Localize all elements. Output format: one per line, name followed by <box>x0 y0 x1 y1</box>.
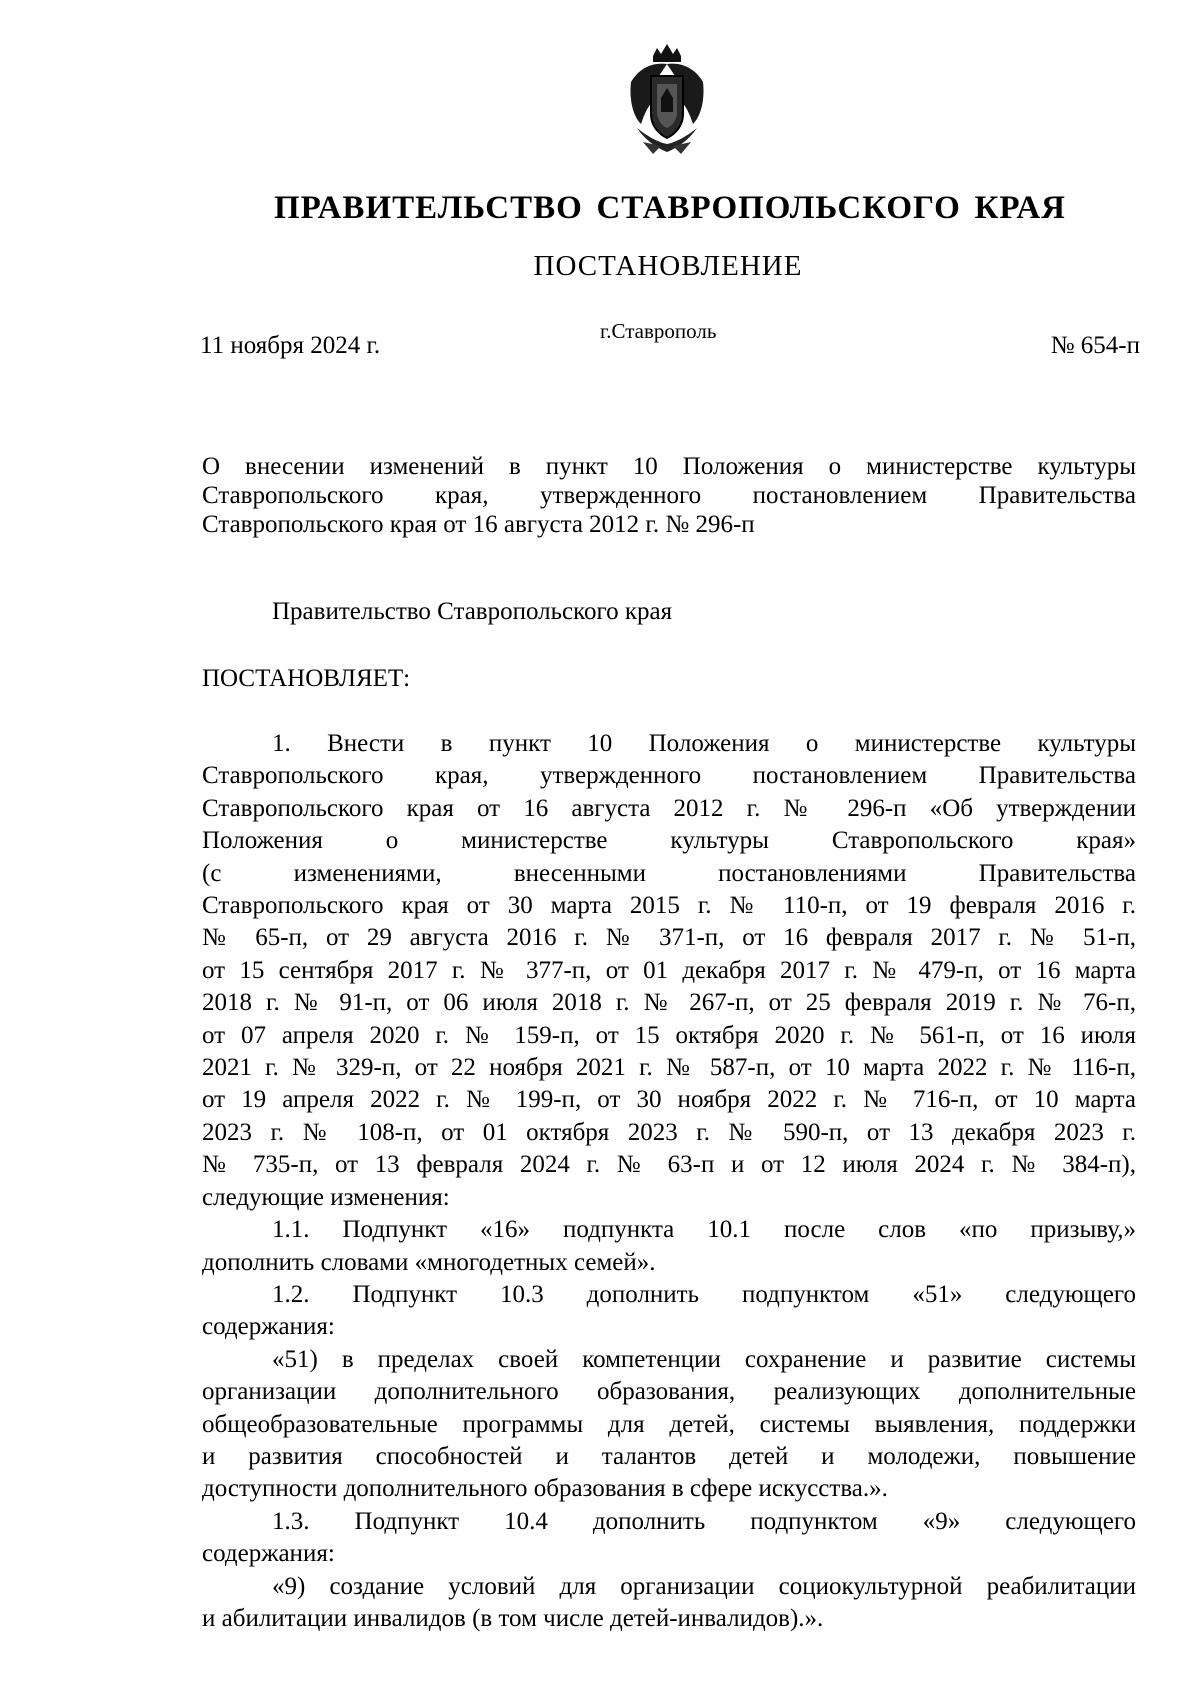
preamble: Правительство Ставропольского края <box>272 598 673 625</box>
item-1-3-quote <box>202 1571 1136 1636</box>
body-line: Ставропольского края от 30 марта 2015 г. № 110-п, от 19 февраля 2016 г. <box>202 892 1136 920</box>
document-subject <box>202 452 1136 539</box>
body-line: Положения о министерстве культуры Ставропольского края» <box>202 827 1136 855</box>
decree-word: ПОСТАНОВЛЯЕТ: <box>202 665 411 692</box>
body-line: и развития способностей и талантов детей и молодежи, повышение <box>202 1442 1136 1470</box>
body-line: от 07 апреля 2020 г. № 159-п, от 15 октября 2020 г. № 561-п, от 16 июля <box>202 1021 1136 1049</box>
body-line: Ставропольского края от 16 августа 2012 г. № 296-п «Об утверждении <box>202 794 1136 822</box>
document-type: ПОСТАНОВЛЕНИЕ <box>533 250 803 282</box>
item-1 <box>202 728 1136 1214</box>
body-line: Ставропольского края, утвержденного постановлением Правительства <box>202 762 1136 790</box>
body-line: общеобразовательные программы для детей, системы выявления, поддержки <box>202 1410 1136 1438</box>
body-line: и абилитации инвалидов (в том числе детей-инвалидов).». <box>202 1604 824 1632</box>
document-city: г.Ставрополь <box>600 319 717 343</box>
body-line: № 735-п, от 13 февраля 2024 г. № 63-п и от 12 июля 2024 г. № 384-п), <box>202 1151 1136 1179</box>
body-line: 2021 г. № 329-п, от 22 ноября 2021 г. № 587-п, от 10 марта 2022 г. № 116-п, <box>202 1054 1136 1082</box>
body-line: 2018 г. № 91-п, от 06 июля 2018 г. № 267-п, от 25 февраля 2019 г. № 76-п, <box>202 989 1136 1017</box>
item-1-3 <box>202 1506 1136 1571</box>
body-line: содержания: <box>202 1540 335 1568</box>
body-line: 1.1. Подпункт «16» подпункта 10.1 после слов «по призыву,» <box>272 1216 1136 1244</box>
item-1-2-quote <box>202 1344 1136 1506</box>
document-body <box>202 728 1136 1635</box>
body-line: 1. Внести в пункт 10 Положения о министерстве культуры <box>272 730 1136 757</box>
body-line: «9) создание условий для организации социокультурной реабилитации <box>272 1572 1136 1600</box>
body-line: № 65-п, от 29 августа 2016 г. № 371-п, от 16 февраля 2017 г. № 51-п, <box>202 924 1136 952</box>
body-line: 1.2. Подпункт 10.3 дополнить подпунктом «51» следующего <box>272 1280 1136 1308</box>
body-line: 2023 г. № 108-п, от 01 октября 2023 г. № 590-п, от 13 декабря 2023 г. <box>202 1118 1136 1146</box>
body-line: от 19 апреля 2022 г. № 199-п, от 30 ноября 2022 г. № 716-п, от 10 марта <box>202 1086 1136 1114</box>
document-date: 11 ноября 2024 г. <box>200 332 381 359</box>
body-line: содержания: <box>202 1313 335 1341</box>
body-line: 1.3. Подпункт 10.4 дополнить подпунктом «9» следующего <box>272 1507 1136 1535</box>
body-line: дополнить словами «многодетных семей». <box>202 1248 656 1276</box>
body-line: от 15 сентября 2017 г. № 377-п, от 01 декабря 2017 г. № 479-п, от 16 марта <box>202 956 1136 984</box>
title-word-3: КРАЯ <box>974 190 1066 226</box>
item-1-2 <box>202 1279 1136 1344</box>
title-word-1: ПРАВИТЕЛЬСТВО <box>274 190 583 226</box>
title-word-2: СТАВРОПОЛЬСКОГО <box>596 190 961 226</box>
government-title <box>200 190 1100 227</box>
body-line: (с изменениями, внесенными постановлениями Правительства <box>202 859 1136 887</box>
subject-line: О внесении изменений в пункт 10 Положения о министерстве культуры <box>202 453 1136 480</box>
coat-of-arms-icon <box>623 42 711 160</box>
body-line: «51) в пределах своей компетенции сохранение и развитие системы <box>272 1345 1136 1373</box>
subject-line: Ставропольского края от 16 августа 2012 г. № 296-п <box>202 511 755 538</box>
body-line: организации дополнительного образования, реализующих дополнительные <box>202 1378 1136 1406</box>
subject-line: Ставропольского края, утвержденного постановлением Правительства <box>202 482 1136 509</box>
body-line: следующие изменения: <box>202 1183 450 1211</box>
document-number: № 654-п <box>1050 332 1140 359</box>
body-line: доступности дополнительного образования в сфере искусства.». <box>202 1475 888 1503</box>
item-1-1 <box>202 1214 1136 1279</box>
